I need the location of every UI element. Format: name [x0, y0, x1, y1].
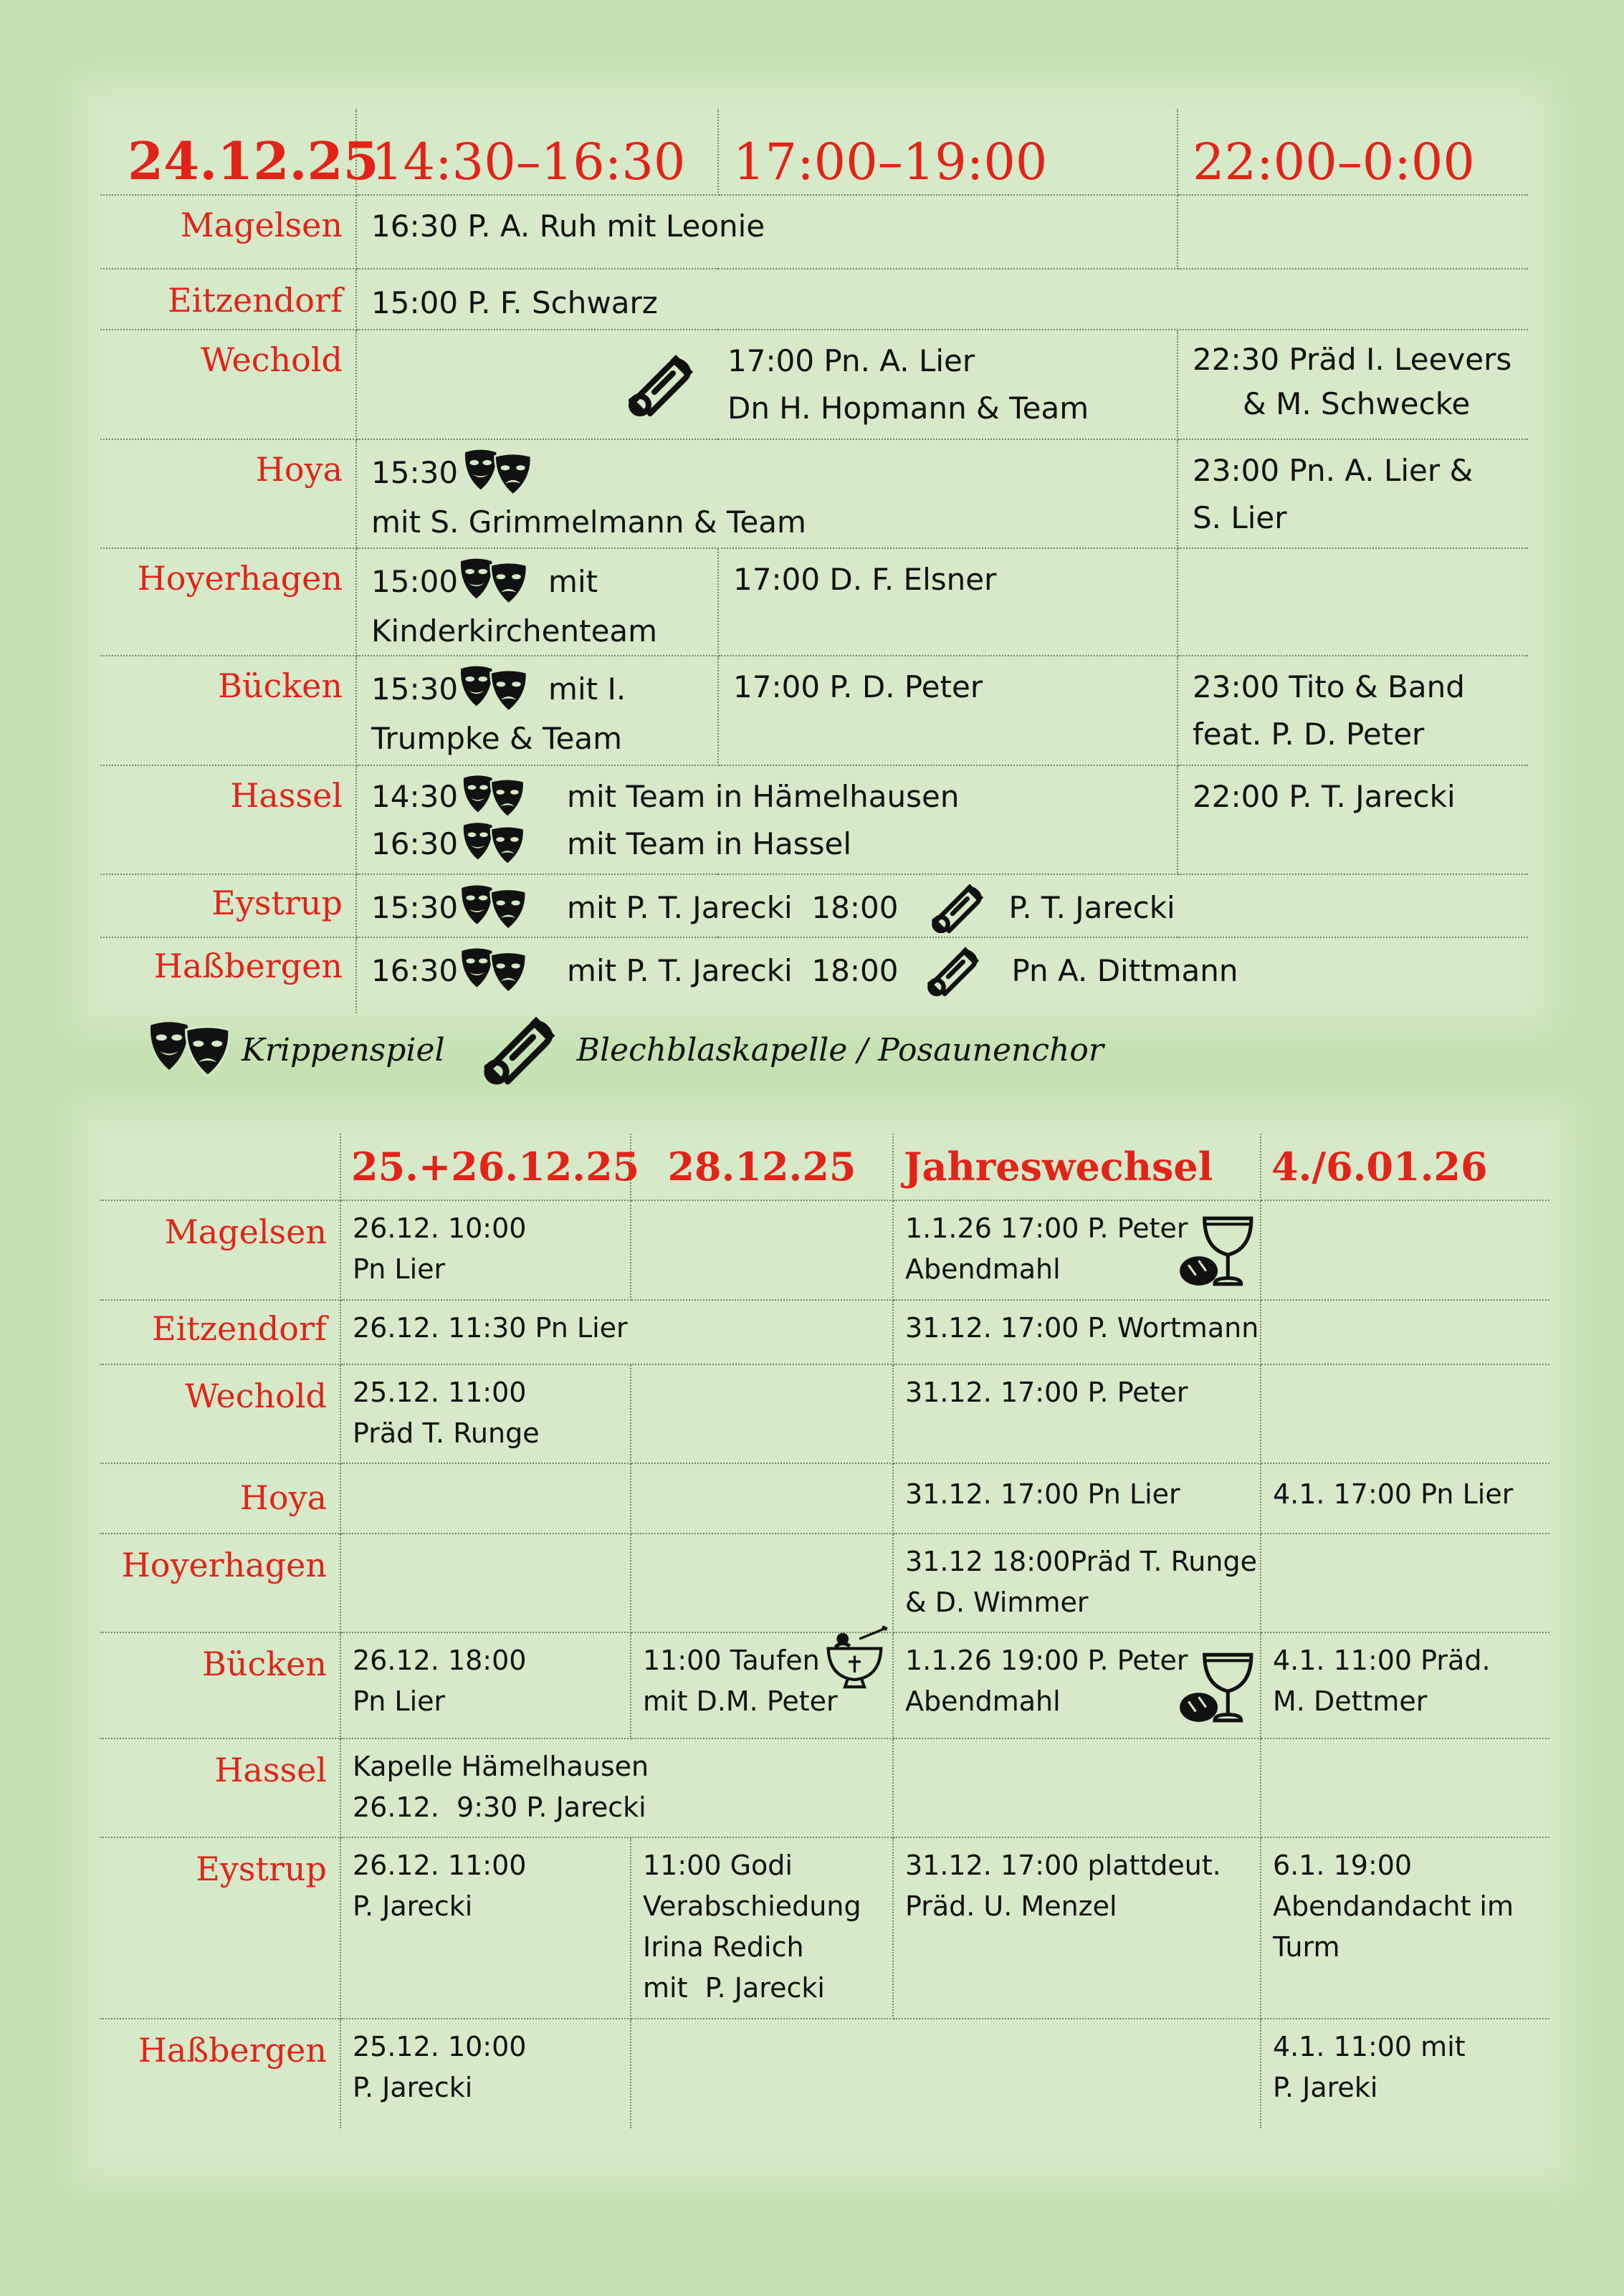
eystrup-28-line2: Verabschiedung [643, 1890, 861, 1922]
row-label-hoyerhagen: Hoyerhagen [100, 548, 356, 656]
row-label-buecken: Bücken [100, 1632, 340, 1738]
cell-magelsen-night [1178, 195, 1528, 269]
hassbergen-text: mit P. T. Jarecki 18:00 [567, 953, 899, 988]
buecken-28-line2: mit D.M. Peter [643, 1685, 838, 1717]
eystrup-january-line3: Turm [1273, 1931, 1340, 1963]
cell-wechold-evening [356, 330, 1178, 439]
hoyerhagen-newyear-line2: & D. Wimmer [905, 1587, 1089, 1618]
cell-hassbergen-january [1261, 2019, 1549, 2128]
cell-magelsen-28 [631, 1200, 893, 1300]
hoya-time: 15:30 [371, 455, 459, 490]
wechold-evening-line2: Dn H. Hopmann & Team [727, 391, 1089, 426]
cell-hassel-afternoon [356, 765, 1178, 874]
schedule-header-row [100, 109, 1528, 195]
cell-hoyerhagen-christmas [340, 1534, 631, 1632]
buecken-night-line2: feat. P. D. Peter [1193, 717, 1425, 752]
hassbergen-january-line2: P. Jareki [1273, 2072, 1378, 2103]
cell-magelsen-christmas [340, 1200, 631, 1300]
cell-buecken-january [1261, 1632, 1549, 1738]
hoyerhagen-newyear-line1: 31.12 18:00Präd T. Runge [905, 1546, 1257, 1577]
table-row [100, 1200, 1549, 1300]
hassbergen-time: 16:30 [371, 953, 459, 988]
table-row [100, 1738, 1549, 1837]
buecken-time: 15:30 [371, 671, 459, 707]
hassel-christmas-line2: 26.12. 9:30 P. Jarecki [353, 1792, 646, 1823]
cell-eystrup-newyear [893, 1837, 1261, 2019]
hoya-night-line1: 23:00 Pn. A. Lier & [1193, 453, 1473, 488]
hoyerhagen-team: Kinderkirchenteam [371, 613, 658, 649]
theater-masks-icon [458, 821, 530, 868]
magelsen-newyear-line2: Abendmahl [905, 1253, 1061, 1285]
hassbergen-january-line1: 4.1. 11:00 mit [1273, 2031, 1466, 2062]
row-label-eitzendorf: Eitzendorf [100, 269, 356, 330]
buecken-christmas-line2: Pn Lier [353, 1685, 446, 1717]
cell-magelsen-afternoon: 16:30 P. A. Ruh mit Leonie [356, 195, 1178, 269]
cell-hoyerhagen-january [1261, 1534, 1549, 1632]
row-label-eystrup: Eystrup [100, 1837, 340, 2019]
theater-masks-icon [458, 556, 530, 608]
hassel-text-2: mit Team in Hassel [567, 826, 852, 861]
cell-wechold-christmas [340, 1364, 631, 1463]
buecken-newyear-line2: Abendmahl [905, 1685, 1061, 1717]
chalice-bread-icon [1175, 1649, 1256, 1729]
cell-buecken-night [1178, 656, 1528, 765]
wechold-evening-line1: 17:00 Pn. A. Lier [727, 343, 975, 378]
hassel-christmas-line1: Kapelle Hämelhausen [353, 1751, 649, 1782]
hoyerhagen-time: 15:00 [371, 564, 459, 599]
cell-wechold-28 [631, 1364, 893, 1463]
buecken-28-line1: 11:00 Taufen [643, 1645, 820, 1676]
hassel-text-1: mit Team in Hämelhausen [567, 779, 960, 814]
chalice-bread-icon [1175, 1212, 1256, 1293]
table-row [100, 330, 1528, 439]
legend-brass: Blechblaskapelle / Posaunenchor [576, 1031, 1104, 1068]
cell-hoya-christmas [340, 1463, 631, 1534]
wechold-night-line1: 22:30 Präd I. Leevers [1193, 342, 1512, 377]
eystrup-january-line2: Abendandacht im [1273, 1890, 1514, 1922]
row-label-magelsen: Magelsen [100, 1200, 340, 1300]
table-row [100, 195, 1528, 269]
header-col-newyear: Jahreswechsel [893, 1134, 1261, 1200]
cell-eystrup-january [1261, 1837, 1549, 2019]
cell-hoyerhagen-afternoon [356, 548, 718, 656]
baptismal-font-icon [823, 1625, 889, 1690]
row-label-eystrup: Eystrup [100, 874, 356, 937]
legend-krippenspiel: Krippenspiel [242, 1031, 445, 1068]
table-row [100, 1632, 1549, 1738]
eystrup-text: mit P. T. Jarecki 18:00 [567, 890, 899, 925]
cell-eitzendorf-newyear: 31.12. 17:00 P. Wortmann [893, 1300, 1261, 1364]
hoya-night-line2: S. Lier [1193, 500, 1287, 535]
row-label-wechold: Wechold [100, 1364, 340, 1463]
trombone-icon [930, 879, 987, 937]
hassbergen-brass-text: Pn A. Dittmann [1011, 953, 1238, 988]
cell-hoya-28 [631, 1463, 893, 1534]
table-row [100, 439, 1528, 548]
cell-buecken-28 [631, 1632, 893, 1738]
hoyerhagen-with: mit [548, 564, 598, 599]
cell-wechold-night [1178, 330, 1528, 439]
cell-eitzendorf-christmas: 26.12. 11:30 Pn Lier [340, 1300, 893, 1364]
magelsen-christmas-line2: Pn Lier [353, 1253, 446, 1285]
header-col-christmas: 25.+26.12.25 [340, 1134, 631, 1200]
buecken-christmas-line1: 26.12. 18:00 [353, 1645, 527, 1676]
magelsen-newyear-line1: 1.1.26 17:00 P. Peter [905, 1212, 1188, 1244]
services-header-row [100, 1134, 1549, 1200]
cell-hassel-january [1261, 1738, 1549, 1837]
eystrup-time: 15:30 [371, 890, 459, 925]
buecken-team: Trumpke & Team [371, 721, 623, 756]
row-label-hoyerhagen: Hoyerhagen [100, 1534, 340, 1632]
cell-hassel-night: 22:00 P. T. Jarecki [1178, 765, 1528, 874]
eystrup-january-line1: 6.1. 19:00 [1273, 1850, 1413, 1881]
table-row [100, 937, 1528, 1013]
table-row [100, 548, 1528, 656]
wechold-christmas-line2: Präd T. Runge [353, 1417, 540, 1449]
theater-masks-icon [458, 664, 530, 715]
hassel-time-2: 16:30 [371, 826, 459, 861]
buecken-newyear-line1: 1.1.26 19:00 P. Peter [905, 1645, 1188, 1676]
cell-buecken-evening: 17:00 P. D. Peter [718, 656, 1178, 765]
row-label-hassel: Hassel [100, 1738, 340, 1837]
cell-eystrup [356, 874, 1528, 937]
magelsen-christmas-line1: 26.12. 10:00 [353, 1212, 527, 1244]
theater-masks-icon [458, 883, 530, 933]
buecken-january-line1: 4.1. 11:00 Präd. [1273, 1645, 1491, 1676]
header-slot-night: 22:00–0:00 [1178, 109, 1528, 195]
hassbergen-christmas-line1: 25.12. 10:00 [353, 2031, 527, 2062]
theater-masks-icon [458, 946, 530, 996]
cell-eystrup-28 [631, 1837, 893, 2019]
holiday-services-table [100, 1134, 1549, 2128]
table-row [100, 656, 1528, 765]
eystrup-28-line3: Irina Redich [643, 1931, 804, 1963]
eystrup-28-line1: 11:00 Godi [643, 1850, 793, 1881]
cell-hoya-afternoon [356, 439, 1178, 548]
cell-magelsen-january [1261, 1200, 1549, 1300]
row-label-wechold: Wechold [100, 330, 356, 439]
row-label-buecken: Bücken [100, 656, 356, 765]
row-label-hassbergen: Haßbergen [100, 937, 356, 1013]
cell-hoyerhagen-evening: 17:00 D. F. Elsner [718, 548, 1178, 656]
table-row [100, 1463, 1549, 1534]
row-label-hoya: Hoya [100, 439, 356, 548]
table-row [100, 1300, 1549, 1364]
header-col-january: 4./6.01.26 [1261, 1134, 1549, 1200]
row-label-eitzendorf: Eitzendorf [100, 1300, 340, 1364]
row-label-hoya: Hoya [100, 1463, 340, 1534]
hassbergen-christmas-line2: P. Jarecki [353, 2072, 473, 2103]
table-row [100, 1837, 1549, 2019]
christmas-eve-schedule-table [100, 109, 1528, 1013]
legend [147, 1007, 1140, 1093]
cell-hoya-night [1178, 439, 1528, 548]
buecken-january-line2: M. Dettmer [1273, 1685, 1428, 1717]
cell-hoya-january: 4.1. 17:00 Pn Lier [1261, 1463, 1549, 1534]
theater-masks-icon [462, 447, 534, 499]
cell-buecken-afternoon [356, 656, 718, 765]
header-slot-evening: 17:00–19:00 [718, 109, 1178, 195]
row-label-hassbergen: Haßbergen [100, 2019, 340, 2128]
wechold-christmas-line1: 25.12. 11:00 [353, 1377, 527, 1408]
hassel-time-1: 14:30 [371, 779, 459, 814]
cell-wechold-january [1261, 1364, 1549, 1463]
eystrup-28-line4: mit P. Jarecki [643, 1972, 825, 2004]
cell-hoya-newyear: 31.12. 17:00 Pn Lier [893, 1463, 1261, 1534]
hoya-afternoon-team: mit S. Grimmelmann & Team [371, 504, 806, 540]
cell-buecken-christmas [340, 1632, 631, 1738]
header-date: 24.12.25 [100, 109, 356, 195]
cell-buecken-newyear [893, 1632, 1261, 1738]
cell-hassbergen-28-newyear [631, 2019, 1261, 2128]
cell-eitzendorf-january [1261, 1300, 1549, 1364]
cell-hassbergen-christmas [340, 2019, 631, 2128]
trombone-icon [626, 349, 697, 421]
header-col-28: 28.12.25 [631, 1134, 893, 1200]
table-row [100, 1364, 1549, 1463]
cell-hoyerhagen-28 [631, 1534, 893, 1632]
wechold-night-line2: & M. Schwecke [1243, 386, 1471, 421]
cell-hassbergen [356, 937, 1528, 1013]
theater-masks-icon [147, 1019, 233, 1081]
row-label-magelsen: Magelsen [100, 195, 356, 269]
theater-masks-icon [458, 773, 530, 821]
cell-eystrup-christmas [340, 1837, 631, 2019]
buecken-night-line1: 23:00 Tito & Band [1193, 669, 1465, 704]
table-row [100, 874, 1528, 937]
eystrup-brass-text: P. T. Jarecki [1008, 890, 1175, 925]
trombone-icon [481, 1010, 560, 1089]
cell-hassel-christmas [340, 1738, 893, 1837]
cell-hassel-newyear [893, 1738, 1261, 1837]
trombone-icon [925, 942, 983, 1000]
eystrup-newyear-line1: 31.12. 17:00 plattdeut. [905, 1850, 1221, 1881]
header-slot-afternoon: 14:30–16:30 [356, 109, 718, 195]
eystrup-christmas-line2: P. Jarecki [353, 1890, 473, 1922]
cell-hoyerhagen-night [1178, 548, 1528, 656]
cell-hoyerhagen-newyear [893, 1534, 1261, 1632]
table-row [100, 2019, 1549, 2128]
eystrup-newyear-line2: Präd. U. Menzel [905, 1890, 1117, 1922]
cell-eitzendorf-afternoon: 15:00 P. F. Schwarz [356, 269, 1528, 330]
table-row [100, 1534, 1549, 1632]
buecken-with: mit I. [548, 671, 626, 707]
cell-magelsen-newyear [893, 1200, 1261, 1300]
eystrup-christmas-line1: 26.12. 11:00 [353, 1850, 527, 1881]
row-label-hassel: Hassel [100, 765, 356, 874]
table-row [100, 269, 1528, 330]
cell-wechold-newyear: 31.12. 17:00 P. Peter [893, 1364, 1261, 1463]
header-empty [100, 1134, 340, 1200]
table-row [100, 765, 1528, 874]
